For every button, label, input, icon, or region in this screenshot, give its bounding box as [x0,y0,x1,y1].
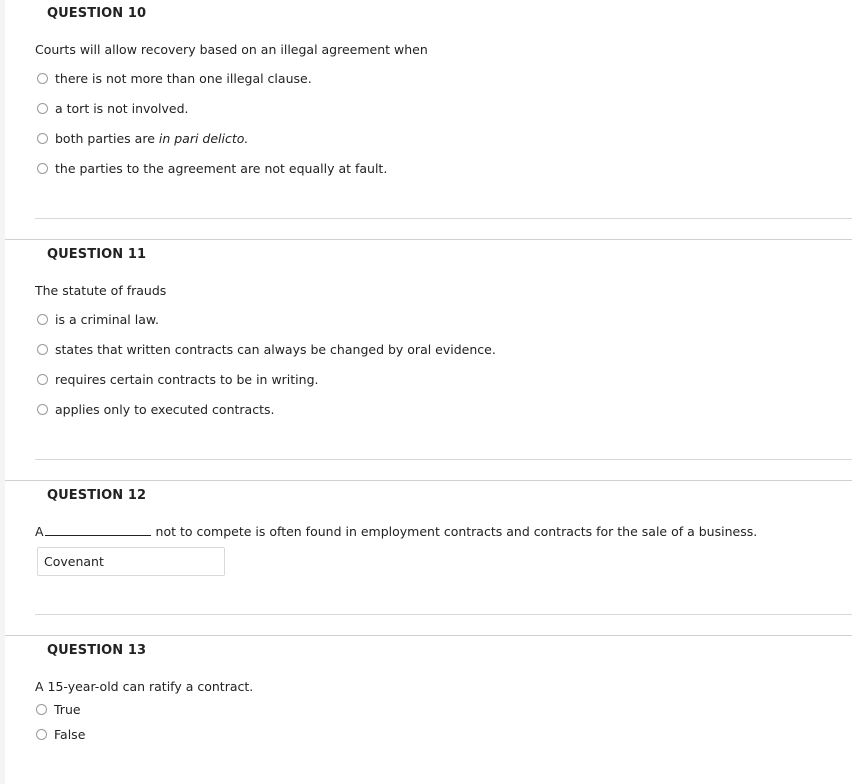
option-label-text: both parties are [55,131,159,146]
option-executed-contracts[interactable] [37,402,274,417]
question-end-divider [35,614,852,615]
option-label: True [54,702,81,717]
question-separator [5,480,852,481]
option-label: requires certain contracts to be in writing. [55,372,319,387]
option-label: is a criminal law. [55,312,159,327]
question-separator [5,239,852,240]
option-label [55,131,248,146]
option-label: applies only to executed contracts. [55,402,275,417]
option-label: a tort is not involved. [55,101,189,116]
option-label: there is not more than one illegal clause. [55,71,312,86]
option-label: False [54,727,86,742]
fill-in-blank-prompt [35,524,757,539]
radio-button[interactable] [36,729,47,740]
question-title: QUESTION 13 [47,643,147,658]
left-margin-strip [0,0,5,784]
option-false[interactable] [36,727,85,742]
radio-button[interactable] [37,344,48,355]
question-prompt: The statute of frauds [35,283,167,298]
radio-button[interactable] [37,133,48,144]
prompt-after-blank: not to compete is often found in employment contracts and contracts for the sale of a business. [155,524,758,539]
radio-button[interactable] [36,704,47,715]
question-separator [5,635,852,636]
option-label: the parties to the agreement are not equally at fault. [55,161,388,176]
question-end-divider [35,218,852,219]
question-title: QUESTION 11 [47,247,147,262]
question-title: QUESTION 10 [47,6,147,21]
radio-button[interactable] [37,73,48,84]
option-changed-by-oral-evidence[interactable] [37,342,496,357]
option-in-pari-delicto[interactable] [37,131,248,146]
radio-button[interactable] [37,163,48,174]
option-label-italic: in pari delicto. [158,131,249,146]
radio-button[interactable] [37,314,48,325]
option-label: states that written contracts can always be changed by oral evidence. [55,342,496,357]
question-end-divider [35,459,852,460]
option-not-more-than-one-clause[interactable] [37,71,312,86]
option-true[interactable] [36,702,81,717]
radio-button[interactable] [37,374,48,385]
answer-input[interactable] [37,547,225,576]
option-tort-not-involved[interactable] [37,101,189,116]
prompt-before-blank: A [35,524,44,539]
option-criminal-law[interactable] [37,312,159,327]
radio-button[interactable] [37,103,48,114]
blank-line [45,525,151,536]
option-not-equally-at-fault[interactable] [37,161,387,176]
option-requires-writing[interactable] [37,372,319,387]
radio-button[interactable] [37,404,48,415]
question-prompt: A 15-year-old can ratify a contract. [35,679,254,694]
question-prompt: Courts will allow recovery based on an illegal agreement when [35,42,428,57]
question-title: QUESTION 12 [47,488,147,503]
